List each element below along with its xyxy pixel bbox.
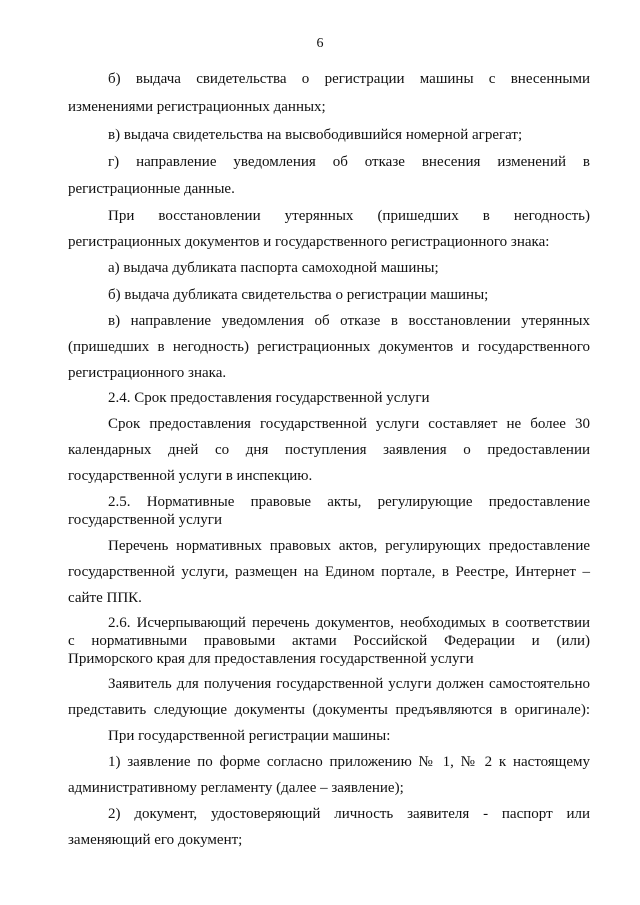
text-line: Перечень нормативных правовых актов, регулирующих предоставление — [108, 538, 590, 554]
text-line: При государственной регистрации машины: — [108, 728, 391, 744]
section-heading: 2.5. Нормативные правовые акты, регулирующие предоставление — [108, 494, 590, 510]
page-number: 6 — [316, 36, 324, 51]
text-line: б) выдача свидетельства о регистрации машины с внесенными — [108, 71, 590, 87]
text-line: 2) документ, удостоверяющий личность заявителя - паспорт или — [108, 806, 590, 822]
text-line: представить следующие документы (документы предъявляются в оригинале): — [68, 702, 590, 718]
text-line: Срок предоставления государственной услуги составляет не более 30 — [108, 416, 590, 432]
text-line: а) выдача дубликата паспорта самоходной машины; — [108, 260, 439, 276]
text-line: При восстановлении утерянных (пришедших в негодность) — [108, 208, 590, 224]
text-line: Заявитель для получения государственной услуги должен самостоятельно — [108, 676, 590, 692]
text-line: регистрационного знака. — [68, 365, 227, 381]
text-line: б) выдача дубликата свидетельства о регистрации машины; — [108, 287, 489, 303]
section-heading: 2.4. Срок предоставления государственной услуги — [108, 390, 430, 406]
text-line: (пришедших в негодность) регистрационных документов и государственного — [68, 339, 590, 355]
text-line: регистрационные данные. — [68, 181, 235, 197]
text-line: в) направление уведомления об отказе в восстановлении утерянных — [108, 313, 590, 329]
text-line: календарных дней со дня поступления заявления о предоставлении — [68, 442, 590, 458]
text-line: регистрационных документов и государственного регистрационного знака: — [68, 234, 550, 250]
section-heading: 2.6. Исчерпывающий перечень документов, необходимых в соответствии — [108, 615, 590, 631]
text-line: административному регламенту (далее – заявление); — [68, 780, 404, 796]
text-line: сайте ППК. — [68, 590, 142, 606]
text-line: 1) заявление по форме согласно приложению № 1, № 2 к настоящему — [108, 754, 590, 770]
section-heading: Приморского края для предоставления государственной услуги — [68, 651, 474, 667]
text-line: в) выдача свидетельства на высвободившийся номерной агрегат; — [108, 127, 523, 143]
text-line: государственной услуги в инспекцию. — [68, 468, 313, 484]
text-line: изменениями регистрационных данных; — [68, 99, 326, 115]
text-line: государственной услуги, размещен на Едином портале, в Реестре, Интернет – — [68, 564, 590, 580]
section-heading: государственной услуги — [68, 512, 222, 528]
section-heading: с нормативными правовыми актами Российской Федерации и (или) — [68, 633, 590, 649]
text-line: г) направление уведомления об отказе внесения изменений в — [108, 154, 590, 170]
text-line: заменяющий его документ; — [68, 832, 243, 848]
